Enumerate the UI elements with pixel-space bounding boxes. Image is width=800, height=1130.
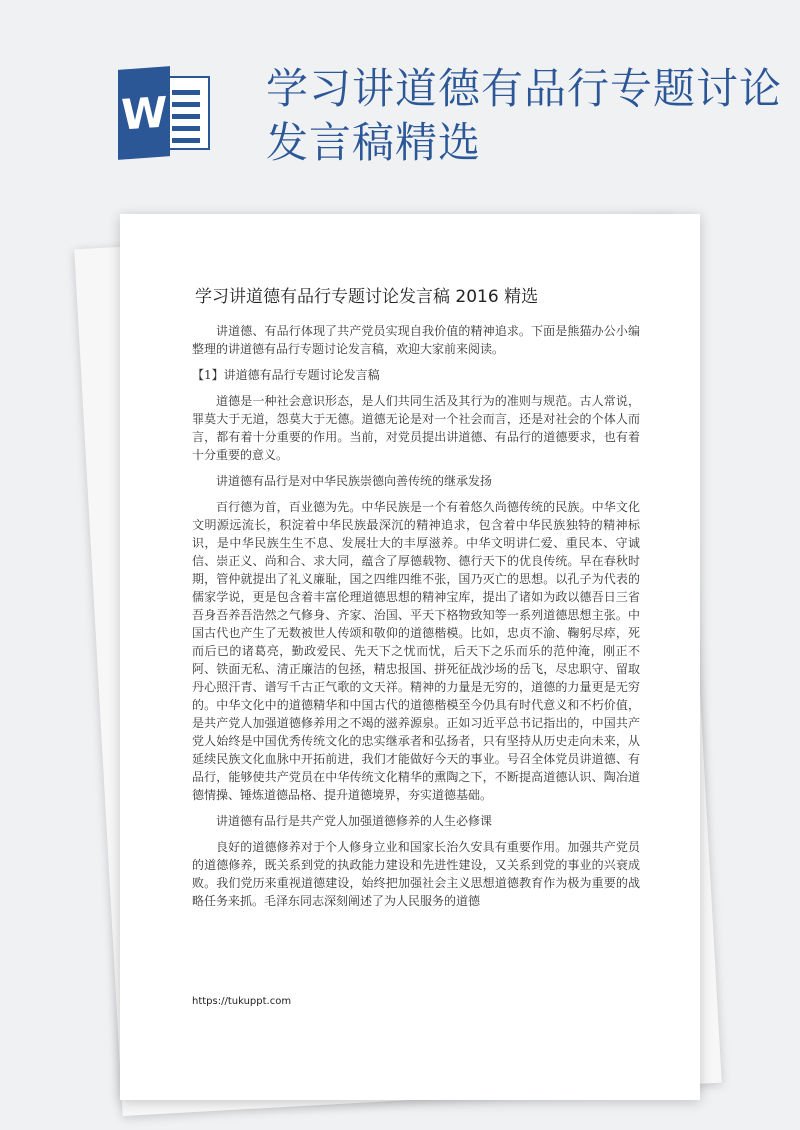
word-logo-badge: W — [118, 66, 170, 160]
document-title: 学习讲道德有品行专题讨论发言稿 2016 精选 — [195, 287, 539, 307]
footer-url: https://tukuppt.com — [192, 996, 292, 1007]
word-document-icon — [110, 68, 215, 158]
section-heading: 【1】讲道德有品行专题讨论发言稿 — [192, 368, 380, 382]
subheading-1: 讲道德有品行是对中华民族崇德向善传统的继承发扬 — [216, 474, 493, 488]
paragraph-2: 百行德为首，百业德为先。中华民族是一个有着悠久尚德传统的民族。中华文化文明源远流长，积淀着中华民族最深沉的精神追求，包含着中华民族独特的精神标识，是中华民族生生不息、发展壮大的丰厚滋养。中华文明讲仁爱、重民本、守诚信、崇正义、尚和合、求大同，蕴含了厚德载物、德行天下的优良传统。早在春秋时期，管仲就提出了礼义廉耻，国之四维四维不张，国乃灭亡的思想。以孔子为代表的儒家学说，更是包含着丰富伦理道德思想的精神宝库，提出了诸如为政以德吾日三省吾身吾养吾浩然之气修身、齐家、治国、平天下格物致知等一系列道德思想主张。中国古代也产生了无数被世人传颂和敬仰的道德楷模。比如，忠贞不渝、鞠躬尽瘁，死而后已的诸葛亮，勤政爱民、先天下之忧而忧，后天下之乐而乐的范仲淹，刚正不阿、铁面无私、清正廉洁的包拯，精忠报国、拼死征战沙场的岳飞，尽忠职守、留取丹心照汗青、谱写千古正气歌的文天祥。精神的力量是无穷的，道德的力量更是无穷的。中华文化中的道德精华和中国古代的道德楷模至今仍具有时代意义和不朽价值，是共产党人加强道德修养用之不竭的滋养源泉。正如习近平总书记指出的，中国共产党人始终是中国优秀传统文化的忠实继承者和弘扬者，只有坚持从历史走向未来，从延续民族文化血脉中开拓前进，我们才能做好今天的事业。号召全体党员讲道德、有品行，能够使共产党员在中华传统文化精华的熏陶之下，不断提高道德认识、陶冶道德情操、锤炼道德品格、提升道德境界，夯实道德基础。 — [192, 500, 640, 802]
document-paper — [120, 214, 700, 1100]
page-title: 学习讲道德有品行专题讨论发言稿精选 — [266, 64, 783, 167]
paragraph-3: 良好的道德修养对于个人修身立业和国家长治久安具有重要作用。加强共产党员的道德修养，既关系到党的执政能力建设和先进性建设，又关系到党的事业的兴衰成败。我们党历来重视道德建设，始终把加强社会主义思想道德教育作为极为重要的战略任务来抓。毛泽东同志深刻阐述了为人民服务的道德 — [192, 840, 640, 908]
intro-paragraph: 讲道德、有品行体现了共产党员实现自我价值的精神追求。下面是熊猫办公小编整理的讲道德有品行专题讨论发言稿，欢迎大家前来阅读。 — [192, 324, 640, 356]
document-body — [192, 322, 640, 918]
subheading-2: 讲道德有品行是共产党人加强道德修养的人生必修课 — [216, 814, 493, 828]
paragraph-1: 道德是一种社会意识形态，是人们共同生活及其行为的准则与规范。古人常说，罪莫大于无道，怨莫大于无德。道德无论是对一个社会而言，还是对社会的个体人而言，都有着十分重要的作用。当前，对党员提出讲道德、有品行的道德要求，也有着十分重要的意义。 — [192, 394, 640, 462]
